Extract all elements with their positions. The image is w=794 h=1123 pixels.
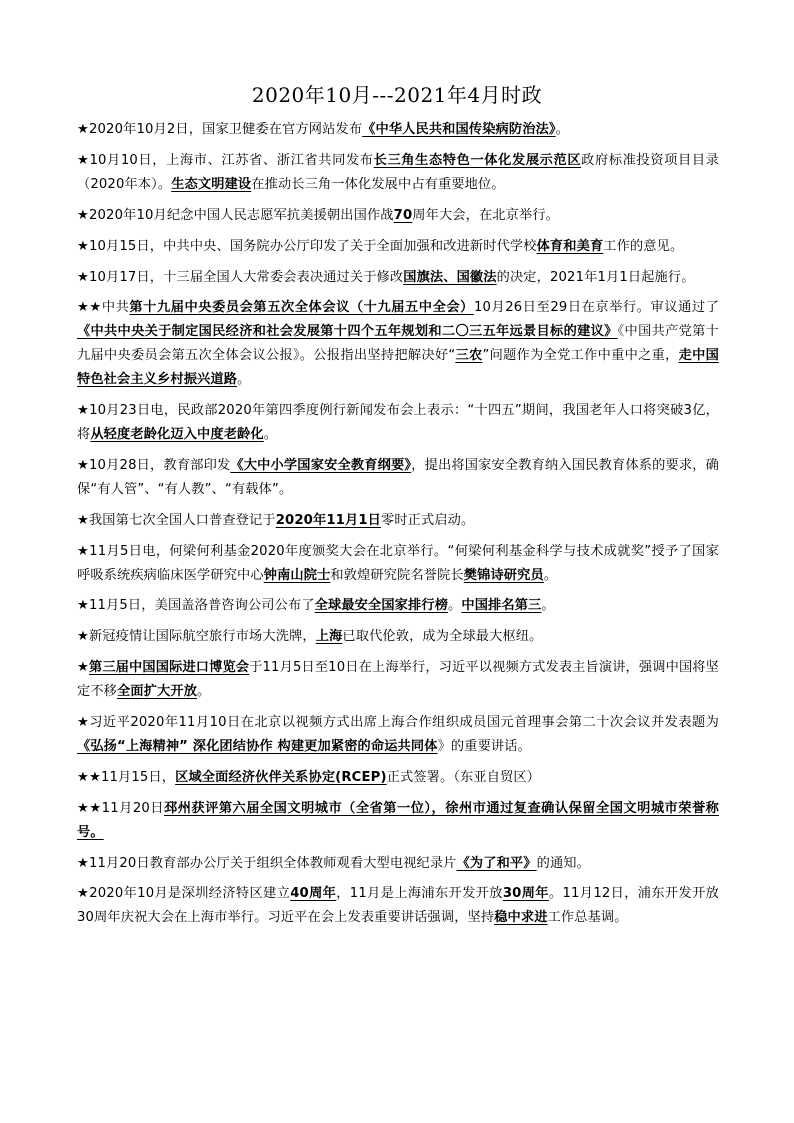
item-text: ★ bbox=[77, 660, 89, 676]
highlighted-text: 全球最安全国家排行榜 bbox=[314, 598, 449, 614]
item-text: ★我国第七次全国人口普查登记于 bbox=[77, 512, 276, 528]
highlighted-text: 邳州获评第六届全国文明城市（全省第一位），徐州市通过复查确认保留全国文明城市荣誉称号。 bbox=[77, 800, 720, 840]
highlighted-text: 《大中小学国家安全教育纲要》 bbox=[230, 457, 412, 473]
highlighted-text: 《中共中央关于制定国民经济和社会发展第十四个五年规划和二〇三五年远景目标的建议》 bbox=[77, 324, 618, 340]
news-item bbox=[77, 149, 719, 197]
item-text: ，11月是上海浦东开发开放 bbox=[336, 886, 503, 902]
news-item bbox=[77, 266, 719, 290]
news-item bbox=[77, 235, 719, 259]
item-text: ★★11月15日， bbox=[77, 769, 176, 785]
highlighted-text: 樊锦诗研究员 bbox=[463, 567, 544, 583]
highlighted-text: 三农 bbox=[455, 348, 483, 364]
highlighted-text: 《弘扬“上海精神” 深化团结协作 构建更加紧密的命运共同体 bbox=[77, 738, 438, 754]
item-text: 和敦煌研究院名誉院长 bbox=[330, 567, 464, 583]
news-item bbox=[77, 296, 719, 392]
item-text: 于11月5日至10日在上海举行，习近平以视频方式发表主旨演讲，强调中国将坚定不移 bbox=[77, 660, 719, 700]
highlighted-text: 第三届中国国际进口博览会 bbox=[88, 660, 250, 676]
item-text: 政府标准投资项目目录（2020年本）。 bbox=[77, 152, 719, 192]
item-text: 的通知。 bbox=[536, 855, 590, 871]
news-item bbox=[77, 656, 719, 704]
highlighted-text: 生态文明建设 bbox=[171, 176, 252, 192]
page-title: 2020年10月---2021年4月时政 bbox=[251, 83, 543, 107]
news-item bbox=[77, 711, 719, 759]
highlighted-text: 体育和美育 bbox=[536, 238, 604, 254]
highlighted-text: 上海 bbox=[315, 629, 343, 645]
item-text: 零时正式启动。 bbox=[381, 512, 475, 528]
item-text: ★10月10日，上海市、江苏省、浙江省共同发布 bbox=[77, 152, 374, 168]
highlighted-text: 《中华人民共和国传染病防治法》 bbox=[362, 122, 556, 137]
item-text: 》的重要讲话。 bbox=[437, 738, 531, 754]
item-text: 的决定，2021年1月1日起施行。 bbox=[496, 269, 695, 285]
news-item bbox=[77, 594, 719, 618]
news-item bbox=[77, 399, 719, 447]
item-text: ★★中共 bbox=[77, 300, 130, 316]
item-text: 工作总基调。 bbox=[547, 910, 628, 926]
item-text: 。 bbox=[237, 372, 251, 388]
item-text: ★2020年10月纪念中国人民志愿军抗美援朝出国作战 bbox=[77, 207, 394, 223]
highlighted-text: 《为了和平》 bbox=[456, 855, 537, 871]
item-text: ★新冠疫情让国际航空旅行市场大洗牌， bbox=[77, 629, 316, 645]
highlighted-text: 第十九届中央委员会第五次全体会议（十九届五中全会） bbox=[129, 300, 474, 316]
item-text: ★10月15日，中共中央、国务院办公厅印发了关于全面加强和改进新时代学校 bbox=[77, 238, 537, 254]
highlighted-text: 2020年11月1日 bbox=[275, 512, 381, 528]
highlighted-text: 稳中求进 bbox=[494, 910, 548, 926]
item-text: 。 bbox=[555, 122, 569, 137]
news-item bbox=[77, 454, 719, 502]
highlighted-text: 30周年 bbox=[502, 886, 549, 902]
highlighted-text: 40周年 bbox=[290, 886, 337, 902]
news-item bbox=[77, 766, 719, 790]
item-text: 。 bbox=[197, 684, 211, 700]
news-item bbox=[77, 509, 719, 533]
item-text: 工作的意见。 bbox=[603, 238, 684, 254]
news-item bbox=[77, 882, 719, 930]
item-text: 在推动长三角一体化发展中占有重要地位。 bbox=[251, 176, 505, 192]
item-text: ★2020年10月2日，国家卫健委在官方网站发布 bbox=[77, 122, 363, 137]
news-item bbox=[77, 797, 719, 845]
item-text: 。 bbox=[263, 426, 278, 442]
item-text: 。11月12日，浦东开发开放30周年庆祝大会在上海市举行。习近平在会上发表重要讲话强调，坚持 bbox=[77, 886, 719, 926]
highlighted-text: 长三角生态特色一体化发展示范区 bbox=[373, 152, 582, 168]
item-text: ★习近平2020年11月10日在北京以视频方式出席上海合作组织成员国元首理事会第二十次会议并发表题为 bbox=[77, 715, 719, 731]
item-text: ★10月28日，教育部印发 bbox=[77, 457, 231, 473]
news-item bbox=[77, 625, 719, 649]
item-text: 周年大会，在北京举行。 bbox=[412, 207, 559, 223]
item-text: ★11月20日教育部办公厅关于组织全体教师观看大型电视纪录片 bbox=[77, 855, 457, 871]
news-item bbox=[77, 540, 719, 588]
news-item bbox=[77, 204, 719, 228]
highlighted-text: 国旗法、国徽法 bbox=[403, 269, 497, 285]
item-text: 。 bbox=[448, 598, 462, 614]
item-text: ★★11月20日 bbox=[77, 800, 164, 816]
highlighted-text: 中国排名第三 bbox=[461, 598, 542, 614]
highlighted-text: 区域全面经济伙伴关系协定(RCEP) bbox=[175, 769, 387, 785]
highlighted-text: 从轻度老龄化迈入中度老龄化 bbox=[90, 426, 264, 442]
item-text: 。 bbox=[543, 567, 558, 583]
highlighted-text: 全面扩大开放 bbox=[117, 684, 198, 700]
item-text: 。 bbox=[541, 598, 555, 614]
item-text: 正式签署。（东亚自贸区） bbox=[386, 769, 541, 785]
highlighted-text: 70 bbox=[393, 207, 413, 223]
item-text: ★10月17日，十三届全国人大常委会表决通过关于修改 bbox=[77, 269, 404, 285]
item-text: ★2020年10月是深圳经济特区建立 bbox=[77, 886, 291, 902]
highlighted-text: 钟南山院士 bbox=[263, 567, 331, 583]
item-text: ★11月5日，美国盖洛普咨询公司公布了 bbox=[77, 598, 315, 614]
highlighted-text: 走中国特色社会主义乡村振兴道路 bbox=[77, 348, 719, 388]
item-text: 《中国共产党第十九届中央委员会第五次全体会议公报》。公报指出坚持把解决好“ bbox=[77, 324, 719, 364]
news-item bbox=[77, 852, 719, 876]
item-text: 已取代伦敦，成为全球最大枢纽。 bbox=[342, 629, 543, 645]
news-list bbox=[77, 118, 719, 937]
item-text: 10月26日至29日在京举行。审议通过了 bbox=[473, 300, 720, 316]
item-text: ★11月5日电，何梁何利基金2020年度颁奖大会在北京举行。“何梁何利基金科学与技术成就奖”授予了国家呼吸系统疾病临床医学研究中心 bbox=[77, 543, 719, 583]
item-text: ★10月23日电，民政部2020年第四季度例行新闻发布会上表示：“十四五”期间，我国老年人口将突破3亿，将 bbox=[77, 403, 719, 442]
item-text: ”问题作为全党工作中重中之重， bbox=[482, 348, 679, 364]
item-text: ，提出将国家安全教育纳入国民教育体系的要求，确保“有人管”、“有人教”、“有载体”。 bbox=[77, 457, 720, 497]
news-item bbox=[77, 118, 719, 142]
